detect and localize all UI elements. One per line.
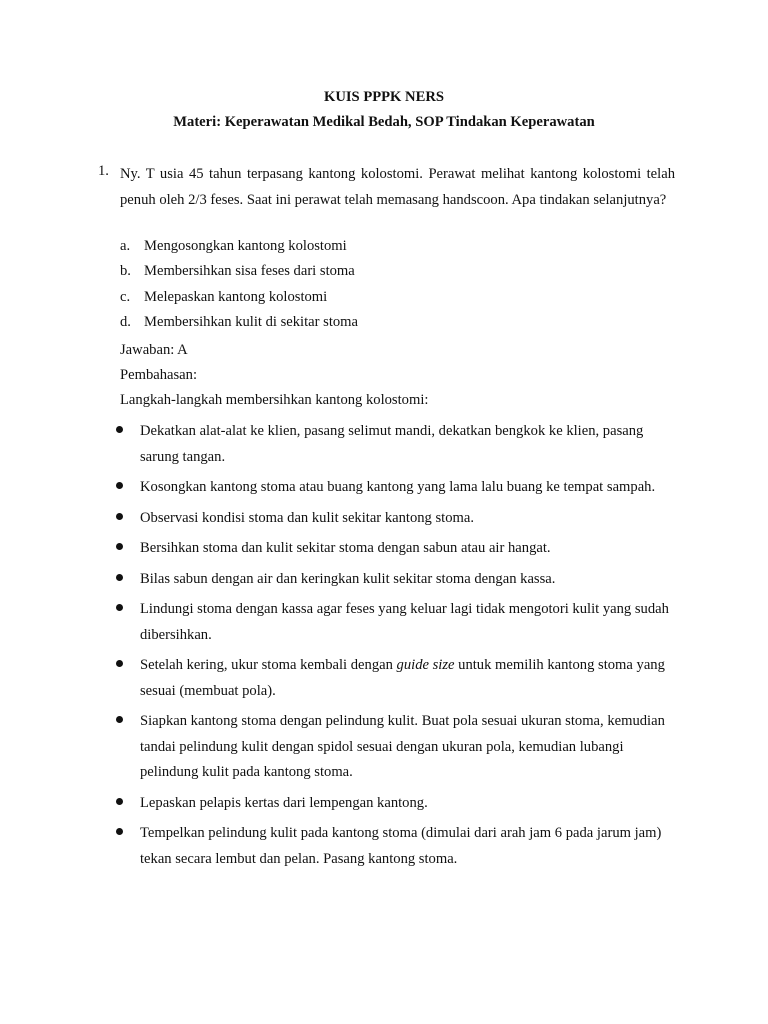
step-text: Tempelkan pelindung kulit pada kantong stoma (dimulai dari arah jam 6 pada jarum jam) tekan secara lembut dan pelan. Pasang kantong stoma. xyxy=(140,825,662,867)
step-text: Bilas sabun dengan air dan keringkan kulit sekitar stoma dengan kassa. xyxy=(140,570,556,587)
option-a xyxy=(120,236,675,261)
steps-list xyxy=(116,419,676,877)
answer-options xyxy=(120,236,675,338)
document-subtitle: Materi: Keperawatan Medikal Bedah, SOP Tindakan Keperawatan xyxy=(173,114,595,130)
option-d xyxy=(120,312,675,337)
step-text-after: untuk memilih kantong stoma yang sesuai (membuat pola). xyxy=(140,657,665,699)
bullet-icon xyxy=(116,543,123,550)
list-item xyxy=(116,419,676,470)
question-text: Ny. T usia 45 tahun terpasang kantong kolostomi. Perawat melihat kantong kolostomi telah penuh oleh 2/3 feses. Saat ini perawat telah memasang handscoon. Apa tindakan selanjutnya? xyxy=(120,166,675,208)
option-text: Melepaskan kantong kolostomi xyxy=(144,288,328,305)
step-text: Kosongkan kantong stoma atau buang kantong yang lama lalu buang ke tempat sampah. xyxy=(140,479,656,495)
option-c xyxy=(120,287,675,312)
option-text: Membersihkan sisa feses dari stoma xyxy=(144,263,355,280)
step-text: Observasi kondisi stoma dan kulit sekitar kantong stoma. xyxy=(140,509,474,526)
document-title: KUIS PPPK NERS xyxy=(323,89,444,105)
bullet-icon xyxy=(116,482,123,489)
bullet-icon xyxy=(116,426,123,433)
bullet-icon xyxy=(116,513,123,520)
bullet-icon xyxy=(116,798,123,805)
option-letter: a. xyxy=(120,238,131,254)
list-item xyxy=(116,597,676,648)
bullet-icon xyxy=(116,716,123,723)
list-item xyxy=(116,506,676,532)
option-letter: b. xyxy=(120,263,131,280)
option-letter: d. xyxy=(120,314,131,331)
list-item xyxy=(116,791,676,817)
bullet-icon xyxy=(116,660,123,667)
list-item xyxy=(116,475,676,501)
step-text-before: Setelah kering, ukur stoma kembali dengan xyxy=(140,657,397,673)
list-item xyxy=(116,709,676,786)
step-text: Dekatkan alat-alat ke klien, pasang selimut mandi, dekatkan bengkok ke klien, pasang sarung tangan. xyxy=(140,423,644,465)
step-text-italic: guide size xyxy=(396,657,455,673)
list-item xyxy=(116,567,676,593)
bullet-icon xyxy=(116,604,123,611)
bullet-icon xyxy=(116,574,123,581)
option-letter: c. xyxy=(120,288,131,305)
option-b xyxy=(120,261,675,286)
list-item xyxy=(116,653,676,704)
list-item xyxy=(116,821,676,872)
question-number: 1. xyxy=(98,163,109,179)
step-text xyxy=(140,653,676,704)
step-text: Lindungi stoma dengan kassa agar feses yang keluar lagi tidak mengotori kulit yang sudah dibersihkan. xyxy=(140,601,669,643)
option-text: Mengosongkan kantong kolostomi xyxy=(144,238,347,254)
option-text: Membersihkan kulit di sekitar stoma xyxy=(144,314,359,331)
discussion-label: Pembahasan: xyxy=(120,367,198,383)
list-item xyxy=(116,536,676,562)
bullet-icon xyxy=(116,828,123,835)
steps-intro: Langkah-langkah membersihkan kantong kolostomi: xyxy=(120,392,429,408)
step-text: Siapkan kantong stoma dengan pelindung kulit. Buat pola sesuai ukuran stoma, kemudian tandai pelindung kulit dengan spidol sesuai dengan ukuran pola, kemudian lubangi pelindung kulit pada kantong stoma. xyxy=(140,713,665,780)
step-text: Lepaskan pelapis kertas dari lempengan kantong. xyxy=(140,794,428,811)
answer-key: Jawaban: A xyxy=(120,342,188,358)
step-text: Bersihkan stoma dan kulit sekitar stoma dengan sabun atau air hangat. xyxy=(140,540,551,556)
